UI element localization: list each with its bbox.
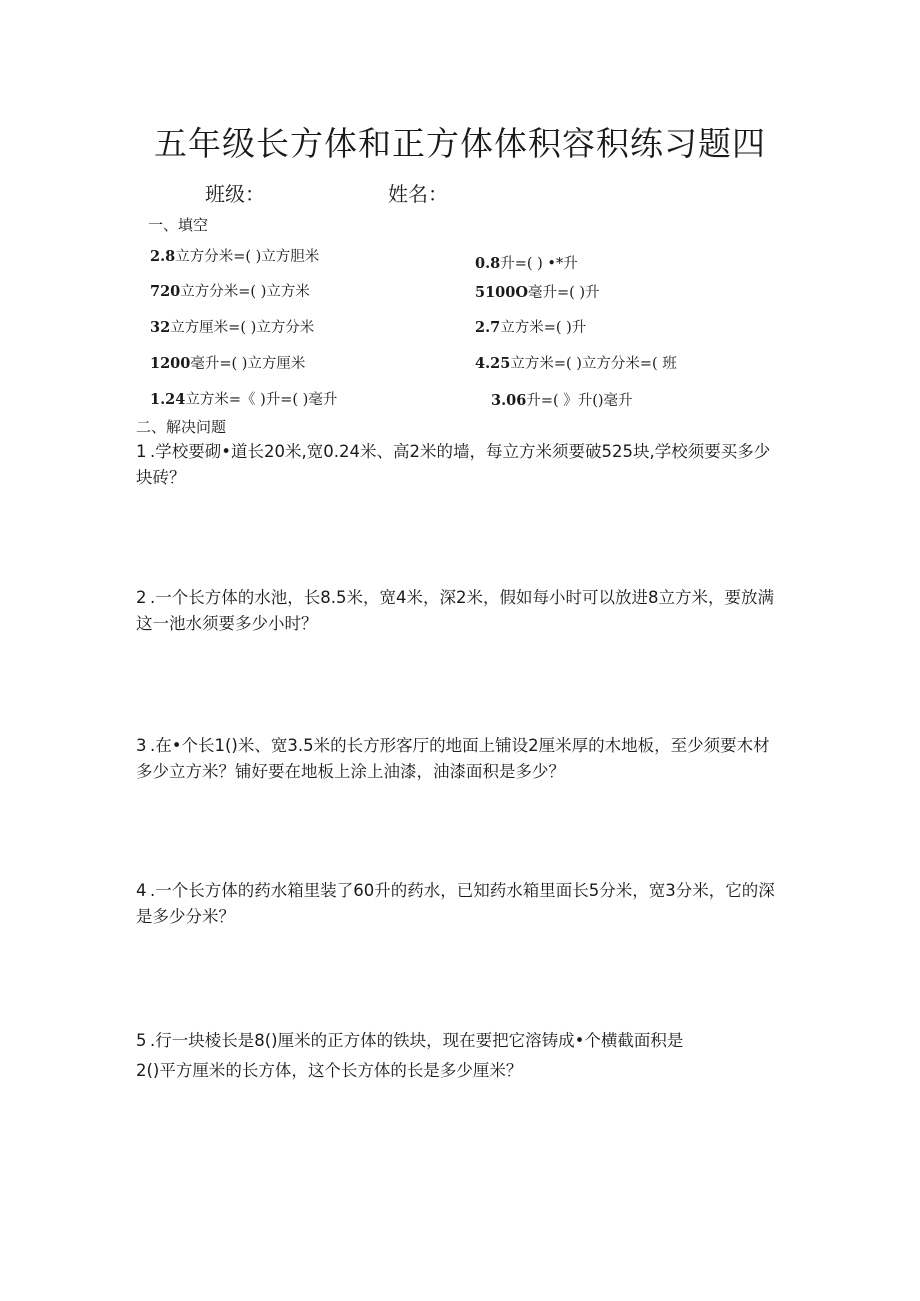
fill-item: 3.06升=( 》升()毫升 <box>491 392 633 409</box>
section-problems-heading: 二、解决问题 <box>136 418 227 436</box>
problem-5-continued: 2()平方厘米的长方体，这个长方体的长是多少厘米？ <box>136 1061 523 1080</box>
fill-item: 2.7立方米=( )升 <box>475 319 587 336</box>
class-label: 班级： <box>205 182 265 206</box>
problem-5: 5 .行一块棱长是8()厘米的正方体的铁块，现在要把它溶铸成•个横截面积是 <box>136 1031 684 1050</box>
fill-item: 1200毫升=( )立方厘米 <box>150 355 306 372</box>
section-fill-heading: 一、填空 <box>148 216 209 234</box>
fill-item: 2.8立方分米=( )立方胆米 <box>150 248 320 265</box>
fill-item: 32立方厘米=( )立方分米 <box>150 319 315 336</box>
problem-4: 4 .一个长方体的药水箱里装了60升的药水，已知药水箱里面长5分米，宽3分米，它的深是多少分米？ <box>136 881 775 926</box>
fill-item: 5100O毫升=( )升 <box>475 284 600 301</box>
fill-item: 4.25立方米=( )立方分米=( 班 <box>475 355 677 372</box>
page-title: 五年级长方体和正方体体积容积练习题四 <box>154 124 766 163</box>
name-label: 姓名： <box>388 182 448 206</box>
fill-item: 0.8升=( ) •*升 <box>475 255 578 272</box>
fill-item: 1.24立方米=《 )升=( )毫升 <box>150 391 338 408</box>
problem-2: 2 .一个长方体的水池，长8.5米，宽4米，深2米，假如每小时可以放进8立方米，要放满这一池水须要多少小时？ <box>136 588 774 633</box>
problem-3: 3 .在•个长1()米、宽3.5米的长方形客厅的地面上铺设2厘米厚的木地板，至少须要木材多少立方米？铺好要在地板上涂上油漆，油漆面积是多少？ <box>136 736 770 781</box>
problem-1: 1 .学校要砌•道长20米,宽0.24米、高2米的墙，每立方米须要破525块,学校须要买多少块砖？ <box>136 442 771 487</box>
fill-item: 720立方分米=( )立方米 <box>150 283 310 300</box>
